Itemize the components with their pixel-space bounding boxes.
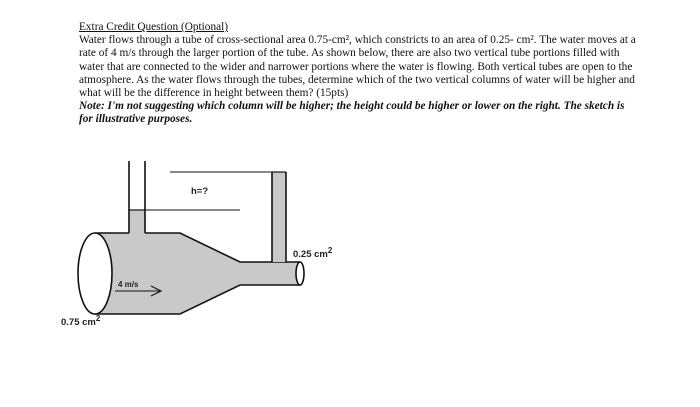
narrow-area-label: 0.25 $cm^2$ [293, 246, 333, 260]
left-vertical-tube-water [129, 210, 145, 235]
narrow-tube-opening [296, 262, 304, 285]
wide-area-label: 0.75 $cm^2$ [61, 314, 101, 328]
right-vertical-tube-water [272, 172, 286, 262]
height-label: h=? [191, 186, 209, 197]
wide-tube-body [95, 233, 300, 314]
question-heading: Extra Credit Question (Optional) [79, 21, 229, 33]
question-note: Note: I'm not suggesting which column will be higher; the height could be higher or lower on the right. The sketch is for illustrative purposes. [79, 100, 625, 126]
velocity-label: 4 m/s [118, 280, 139, 289]
wide-tube-opening [78, 233, 112, 314]
question-body: Water flows through a tube of cross-sectional area 0.75-cm², which constricts to an area of 0.25- cm². The water moves at a rate of 4 m/s through the larger portion of the tube. As shown below, there are also two vertical tube portions filled with water that are connected to the wider and narrower portions where the water is flowing. Both vertical tubes are open to the atmosphere. As the water flows through the tubes, determine which of the two vertical columns of water will be higher and what will be the difference in height between them? (15pts) [79, 34, 636, 100]
